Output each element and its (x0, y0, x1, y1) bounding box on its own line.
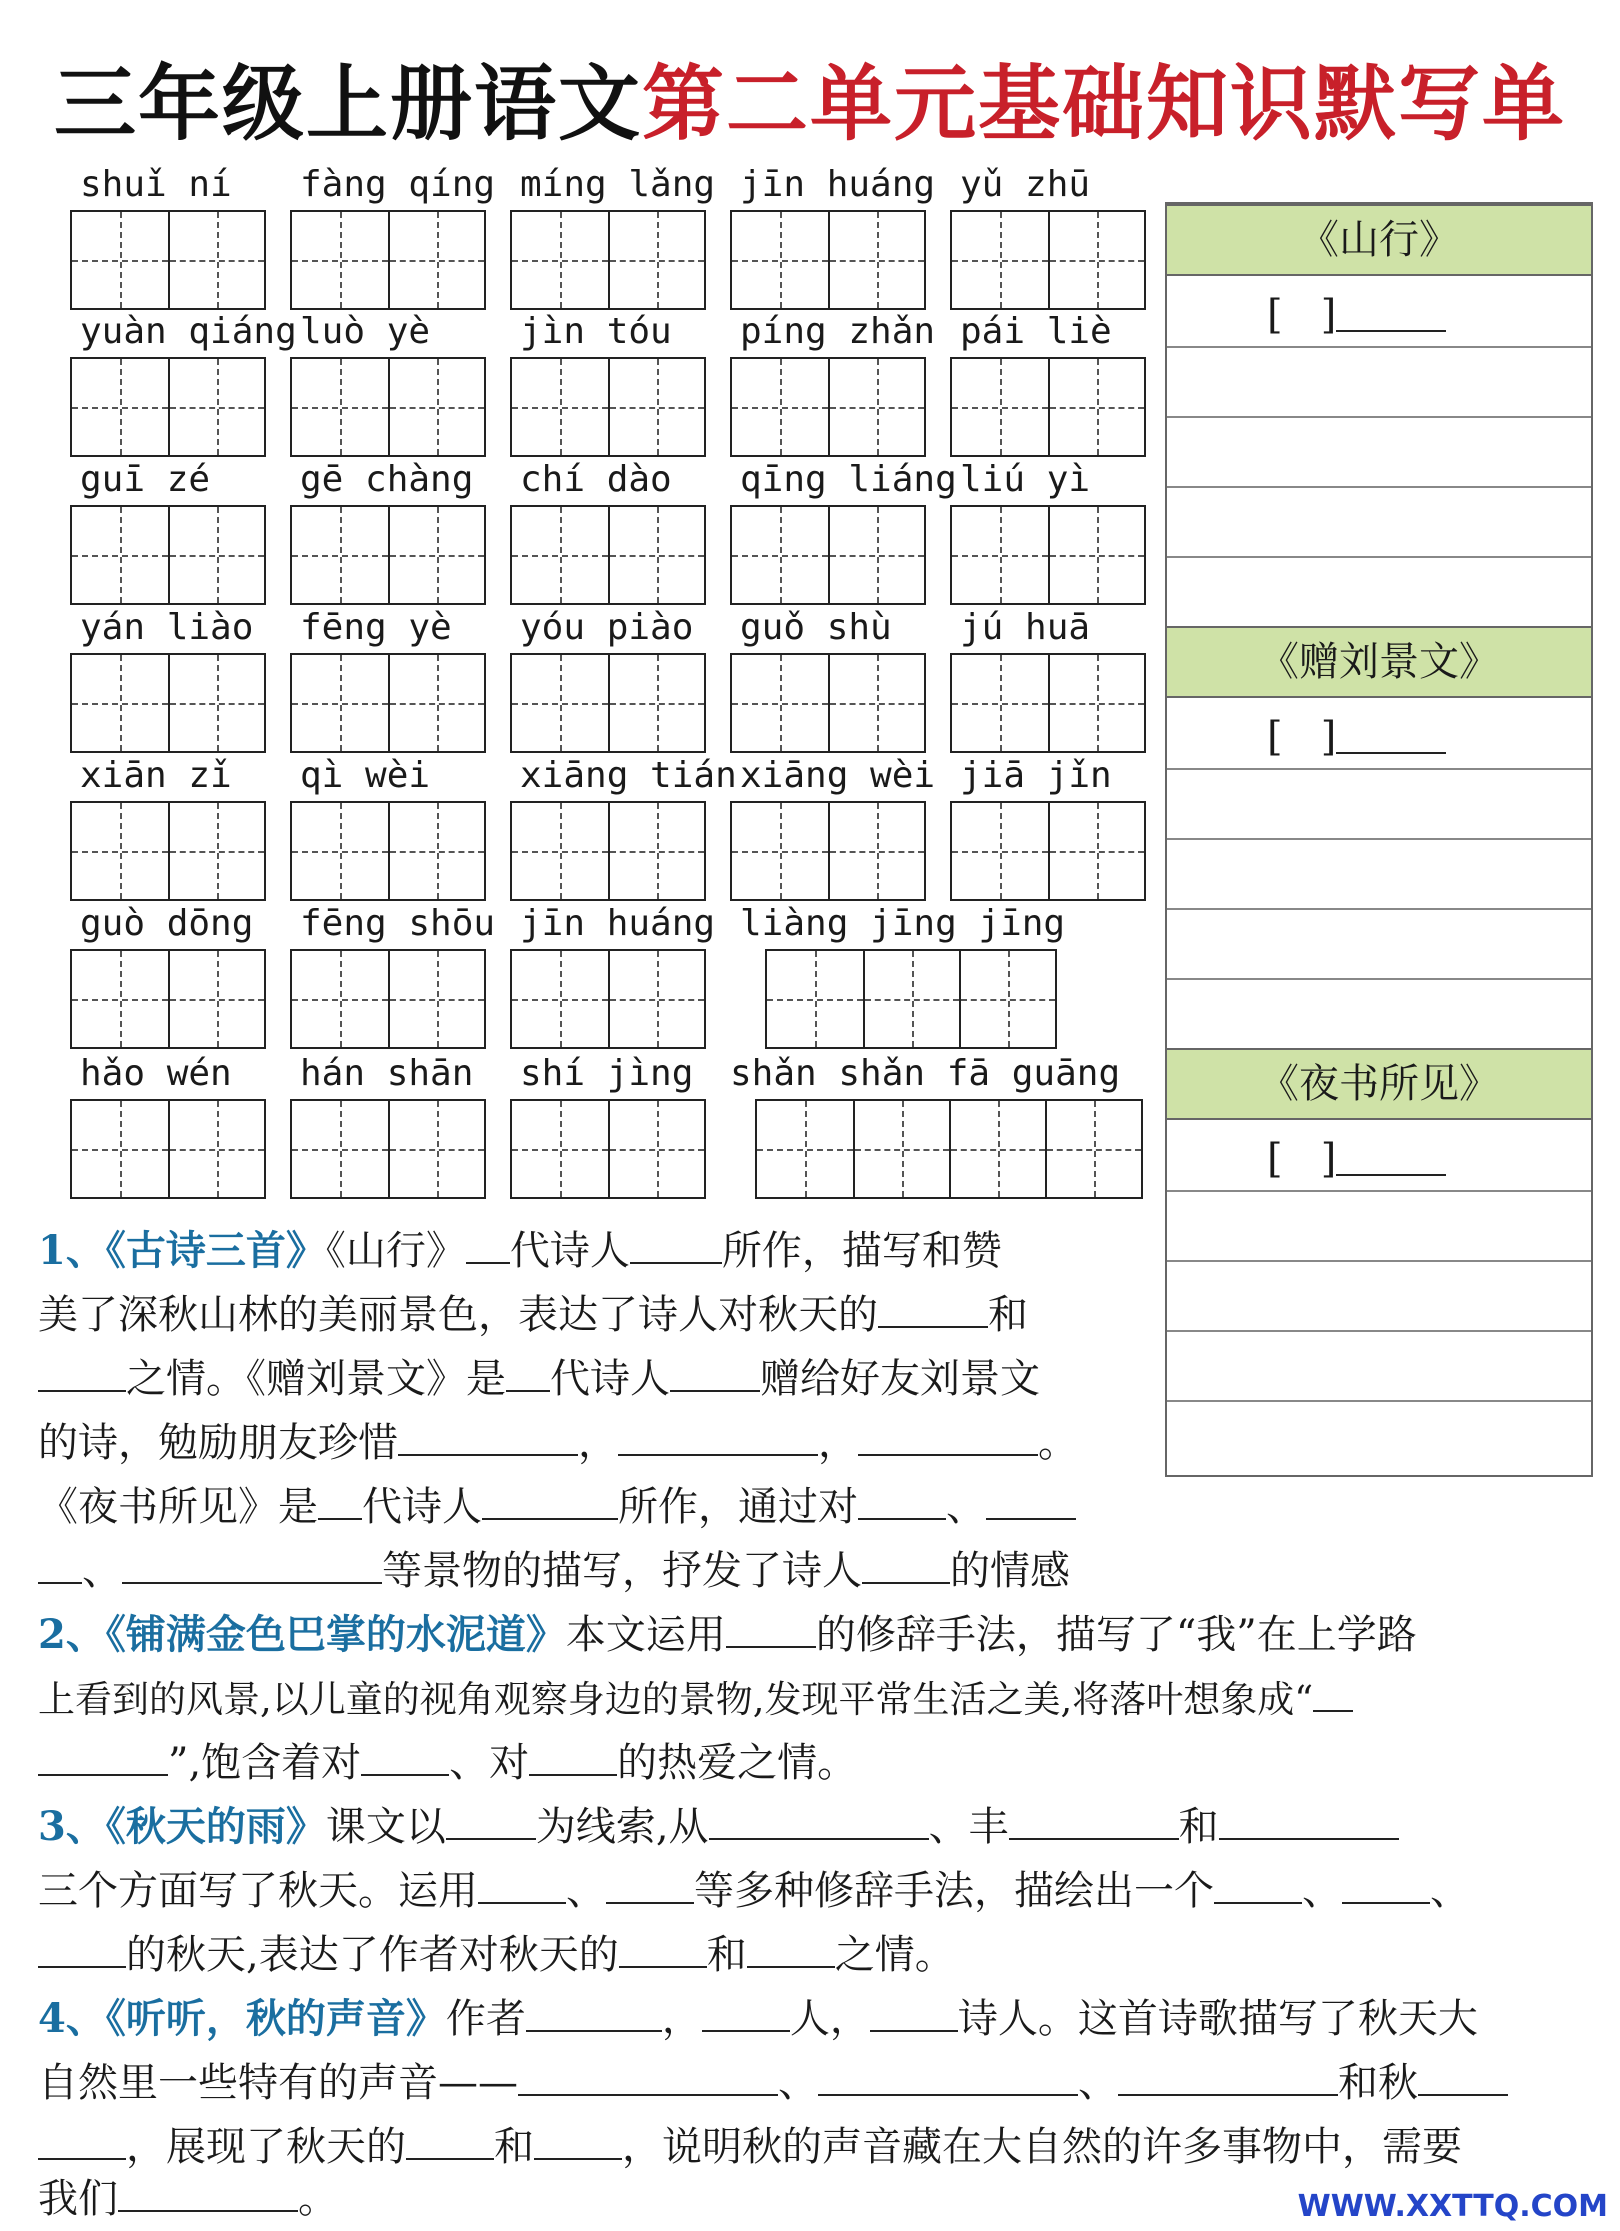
blank[interactable] (38, 1730, 168, 1776)
q2-line-3 (38, 1730, 857, 1795)
write-line (1167, 908, 1591, 910)
pinyin-label: jīn huáng (740, 164, 936, 205)
tianzige-cell[interactable] (512, 655, 608, 751)
tianzige-box[interactable] (730, 801, 926, 901)
q3-line-2 (38, 1858, 1470, 1923)
tianzige-cell[interactable] (292, 212, 388, 308)
text: 我们 (38, 2176, 118, 2222)
text: ，展现了秋天的 (126, 2124, 406, 2170)
blank[interactable] (1313, 1666, 1353, 1712)
pinyin-label: guī zé (80, 459, 211, 500)
tianzige-cell[interactable] (512, 951, 608, 1047)
write-line (1167, 486, 1591, 488)
q1-line-2 (38, 1282, 1028, 1347)
tianzige-cell[interactable] (168, 803, 264, 899)
write-line (1167, 416, 1591, 418)
text: 等多种修辞手法，描绘出一个 (694, 1868, 1214, 1914)
text: 。 (1038, 1420, 1078, 1466)
pinyin-label: jú huā (960, 607, 1091, 648)
text: ， (818, 1420, 858, 1466)
q4-line-1 (38, 1986, 1478, 2051)
poem-title-yeshusuojian: 《夜书所见》 (1167, 1048, 1591, 1120)
tianzige-cell[interactable] (512, 1101, 608, 1197)
text: 作者 (445, 1996, 526, 2042)
tianzige-cell[interactable] (388, 655, 484, 751)
bracket-1: [ ] (1267, 292, 1337, 338)
text: 所作，通过对 (618, 1484, 858, 1530)
blank[interactable] (466, 1218, 510, 1264)
q4-heading: 4、《听听，秋的声音》 (38, 1995, 446, 2042)
q2-line-2 (38, 1666, 1353, 1732)
text: 的修辞手法，描写了“我”在上学路 (815, 1612, 1417, 1658)
blank[interactable] (506, 1346, 550, 1392)
tianzige-cell[interactable] (168, 212, 264, 308)
tianzige-cell[interactable] (1045, 1101, 1141, 1197)
tianzige-cell[interactable] (732, 507, 828, 603)
title-part-1: 三年级上册语文 (53, 57, 642, 152)
blank[interactable] (618, 1410, 818, 1456)
text: 、 (1302, 1868, 1342, 1914)
q1-line-1 (38, 1218, 1002, 1283)
pinyin-label: shǎn shǎn fā guāng (730, 1053, 1121, 1094)
tianzige-box[interactable] (510, 357, 706, 457)
tianzige-cell[interactable] (292, 359, 388, 455)
write-line (1167, 1260, 1591, 1262)
tianzige-box[interactable] (730, 357, 926, 457)
text: 上看到的风景,以儿童的视角观察身边的景物,发现平常生活之美,将落叶想象成“ (38, 1678, 1314, 1721)
text: 《夜书所见》是 (38, 1484, 318, 1530)
poem-title-shanxing: 《山行》 (1167, 204, 1591, 276)
tianzige-cell[interactable] (952, 507, 1048, 603)
tianzige-cell[interactable] (608, 655, 704, 751)
tianzige-box[interactable] (290, 801, 486, 901)
blank[interactable] (878, 1282, 988, 1328)
tianzige-cell[interactable] (757, 1101, 853, 1197)
blank[interactable] (446, 1794, 536, 1840)
write-line (1167, 1330, 1591, 1332)
text: 和 (706, 1932, 747, 1978)
tianzige-cell[interactable] (608, 507, 704, 603)
tianzige-box[interactable] (510, 653, 706, 753)
tianzige-cell[interactable] (1048, 359, 1144, 455)
tianzige-cell[interactable] (608, 1101, 704, 1197)
blank[interactable] (38, 2114, 126, 2160)
tianzige-box[interactable] (755, 1099, 1143, 1199)
tianzige-cell[interactable] (168, 951, 264, 1047)
blank[interactable] (38, 1346, 126, 1392)
pinyin-label: qì wèi (300, 755, 431, 796)
tianzige-cell[interactable] (388, 1101, 484, 1197)
pinyin-label: jìn tóu (520, 311, 672, 352)
write-line (1167, 1190, 1591, 1192)
pinyin-label: fàng qíng (300, 164, 496, 205)
pinyin-label: luò yè (300, 311, 431, 352)
blank[interactable] (122, 1538, 382, 1584)
tianzige-cell[interactable] (952, 803, 1048, 899)
tianzige-cell[interactable] (959, 951, 1055, 1047)
text: ， (578, 1420, 618, 1466)
text: 本文运用 (565, 1612, 726, 1658)
text: 的诗，勉励朋友珍惜 (38, 1420, 398, 1466)
pinyin-label: gē chàng (300, 459, 474, 500)
pinyin-label: fēng yè (300, 607, 452, 648)
text: 和 (494, 2124, 534, 2170)
tianzige-cell[interactable] (72, 359, 168, 455)
tianzige-box[interactable] (70, 801, 266, 901)
tianzige-cell[interactable] (388, 212, 484, 308)
tianzige-cell[interactable] (388, 803, 484, 899)
tianzige-cell[interactable] (863, 951, 959, 1047)
tianzige-cell[interactable] (168, 507, 264, 603)
tianzige-box[interactable] (510, 505, 706, 605)
text: ， (661, 1996, 702, 2042)
tianzige-box[interactable] (950, 653, 1146, 753)
tianzige-cell[interactable] (72, 655, 168, 751)
text: 和 (988, 1292, 1028, 1338)
blank[interactable] (406, 2114, 494, 2160)
text: 等景物的描写，抒发了诗人 (382, 1548, 862, 1594)
bracket-3: [ ] (1267, 1136, 1337, 1182)
tianzige-box[interactable] (510, 949, 706, 1049)
tianzige-cell[interactable] (512, 359, 608, 455)
tianzige-box[interactable] (765, 949, 1057, 1049)
tianzige-box[interactable] (290, 210, 486, 310)
blank[interactable] (1009, 1794, 1179, 1840)
tianzige-box[interactable] (950, 357, 1146, 457)
text: 之情。《赠刘景文》是 (126, 1356, 506, 1402)
pinyin-label: guǒ shù (740, 607, 892, 648)
author-blank-2[interactable] (1267, 712, 1446, 762)
text: 、 (1430, 1868, 1470, 1914)
tianzige-cell[interactable] (1048, 507, 1144, 603)
text: 《山行》 (325, 1228, 466, 1274)
tianzige-box[interactable] (510, 1099, 706, 1199)
blank[interactable] (38, 1538, 82, 1584)
tianzige-box[interactable] (70, 653, 266, 753)
pinyin-label: xiān zǐ (80, 755, 232, 796)
tianzige-box[interactable] (70, 357, 266, 457)
blank[interactable] (526, 1986, 662, 2032)
write-line (1167, 838, 1591, 840)
blank[interactable] (726, 1602, 816, 1648)
tianzige-cell[interactable] (72, 507, 168, 603)
pinyin-label: pái liè (960, 311, 1112, 352)
tianzige-cell[interactable] (608, 359, 704, 455)
blank[interactable] (986, 1474, 1076, 1520)
pinyin-label: shí jìng (520, 1053, 694, 1094)
q1-line-3 (38, 1346, 1040, 1411)
tianzige-cell[interactable] (388, 507, 484, 603)
tianzige-cell[interactable] (388, 359, 484, 455)
pinyin-label: hán shān (300, 1053, 474, 1094)
author-blank-1[interactable] (1267, 290, 1446, 340)
pinyin-label: píng zhǎn (740, 311, 936, 352)
tianzige-cell[interactable] (1048, 655, 1144, 751)
q3-line-1 (38, 1794, 1399, 1859)
title-part-2: 第二单元基础知识默写单 (642, 57, 1567, 152)
tianzige-cell[interactable] (732, 803, 828, 899)
pinyin-label: jīn huáng (520, 903, 716, 944)
pinyin-label: shuǐ ní (80, 164, 232, 205)
blank[interactable] (478, 1858, 566, 1904)
blank[interactable] (747, 1922, 835, 1968)
tianzige-cell[interactable] (853, 1101, 949, 1197)
pinyin-label: yóu piào (520, 607, 694, 648)
text: 赠给好友刘景文 (760, 1356, 1040, 1402)
pinyin-label: xiāng wèi (740, 755, 936, 796)
q2-heading: 2、《铺满金色巴掌的水泥道》 (38, 1611, 566, 1658)
author-line-2 (1336, 712, 1446, 754)
text: 、 (1078, 2060, 1118, 2106)
tianzige-box[interactable] (510, 801, 706, 901)
text: 、 (566, 1868, 606, 1914)
text: 人， (789, 1996, 870, 2042)
watermark: WWW.XXTTQ.COM (1297, 2189, 1608, 2224)
blank[interactable] (118, 2166, 298, 2212)
tianzige-box[interactable] (290, 1099, 486, 1199)
bracket-2: [ ] (1267, 714, 1337, 760)
q1-heading: 1、《古诗三首》 (38, 1227, 326, 1274)
blank[interactable] (482, 1474, 618, 1520)
tianzige-box[interactable] (290, 505, 486, 605)
text: 、 (778, 2060, 818, 2106)
text: 的情感 (950, 1548, 1070, 1594)
text: 课文以 (325, 1804, 446, 1850)
tianzige-cell[interactable] (292, 507, 388, 603)
blank[interactable] (702, 1986, 790, 2032)
blank[interactable] (534, 2114, 622, 2160)
tianzige-cell[interactable] (1048, 803, 1144, 899)
tianzige-cell[interactable] (767, 951, 863, 1047)
tianzige-cell[interactable] (292, 1101, 388, 1197)
tianzige-cell[interactable] (72, 951, 168, 1047)
tianzige-box[interactable] (290, 357, 486, 457)
tianzige-box[interactable] (730, 505, 926, 605)
tianzige-cell[interactable] (608, 212, 704, 308)
tianzige-box[interactable] (730, 210, 926, 310)
text: 的热爱之情。 (617, 1740, 858, 1786)
tianzige-cell[interactable] (388, 951, 484, 1047)
blank[interactable] (1342, 1858, 1430, 1904)
tianzige-cell[interactable] (168, 655, 264, 751)
blank[interactable] (630, 1218, 722, 1264)
tianzige-cell[interactable] (732, 359, 828, 455)
text: 和秋 (1338, 2060, 1418, 2106)
author-line-1 (1336, 290, 1446, 332)
pinyin-label: guò dōng (80, 903, 254, 944)
tianzige-cell[interactable] (72, 1101, 168, 1197)
tianzige-box[interactable] (70, 210, 266, 310)
blank[interactable] (870, 1986, 958, 2032)
tianzige-cell[interactable] (72, 212, 168, 308)
tianzige-cell[interactable] (949, 1101, 1045, 1197)
text: ，说明秋的声音藏在大自然的许多事物中，需要 (622, 2124, 1462, 2170)
q1-line-5 (38, 1474, 1076, 1539)
write-line (1167, 556, 1591, 558)
blank[interactable] (529, 1730, 617, 1776)
text: 的秋天,表达了作者对秋天的 (126, 1932, 619, 1978)
write-line (1167, 346, 1591, 348)
text: 所作，描写和赞 (721, 1228, 1002, 1274)
pinyin-label: jiā jǐn (960, 755, 1112, 796)
text: 美了深秋山林的美丽景色，表达了诗人对秋天的 (38, 1292, 878, 1338)
text: 代诗人 (550, 1356, 670, 1402)
blank[interactable] (858, 1474, 946, 1520)
pinyin-label: yǔ zhū (960, 164, 1091, 205)
pinyin-label: fēng shōu (300, 903, 496, 944)
q1-line-4 (38, 1410, 1078, 1475)
pinyin-label: liàng jīng jīng (740, 903, 1066, 944)
blank[interactable] (318, 1474, 362, 1520)
blank[interactable] (818, 2050, 1078, 2096)
text: 为线索,从 (535, 1804, 709, 1850)
q4-line-4 (38, 2166, 338, 2231)
tianzige-cell[interactable] (952, 655, 1048, 751)
text: 自然里一些特有的声音—— (38, 2060, 518, 2106)
text: 之情。 (834, 1932, 955, 1978)
blank[interactable] (1118, 2050, 1338, 2096)
text: 代诗人 (362, 1484, 482, 1530)
blank[interactable] (518, 2050, 778, 2096)
tianzige-cell[interactable] (732, 655, 828, 751)
tianzige-cell[interactable] (72, 803, 168, 899)
text: 三个方面写了秋天。运用 (38, 1868, 478, 1914)
blank[interactable] (709, 1794, 929, 1840)
tianzige-box[interactable] (510, 210, 706, 310)
text: ”,饱含着对 (168, 1740, 362, 1786)
tianzige-cell[interactable] (512, 507, 608, 603)
tianzige-cell[interactable] (512, 803, 608, 899)
blank[interactable] (858, 1410, 1038, 1456)
tianzige-box[interactable] (950, 505, 1146, 605)
tianzige-cell[interactable] (732, 212, 828, 308)
tianzige-cell[interactable] (828, 655, 924, 751)
tianzige-cell[interactable] (952, 359, 1048, 455)
pinyin-label: míng lǎng (520, 164, 716, 205)
text: 诗人。这首诗歌描写了秋天大 (957, 1996, 1478, 2042)
pinyin-label: xiāng tián (520, 755, 737, 796)
q3-heading: 3、《秋天的雨》 (38, 1803, 326, 1850)
q1-line-6 (38, 1538, 1070, 1603)
blank[interactable] (670, 1346, 760, 1392)
poem-writing-panel (1165, 202, 1593, 1477)
text: 、对 (449, 1740, 530, 1786)
text: 、 (946, 1484, 986, 1530)
author-line-3 (1336, 1134, 1446, 1176)
pinyin-label: qīng liáng (740, 459, 957, 500)
page-title (0, 55, 1620, 155)
text: 和 (1178, 1804, 1219, 1850)
text: 。 (298, 2176, 338, 2222)
q2-line-1 (38, 1602, 1417, 1667)
tianzige-cell[interactable] (608, 803, 704, 899)
q3-line-3 (38, 1922, 955, 1987)
blank[interactable] (361, 1730, 449, 1776)
tianzige-cell[interactable] (952, 212, 1048, 308)
q4-line-2 (38, 2050, 1508, 2115)
pinyin-label: liú yì (960, 459, 1091, 500)
pinyin-label: yán liào (80, 607, 254, 648)
tianzige-box[interactable] (290, 949, 486, 1049)
tianzige-cell[interactable] (608, 951, 704, 1047)
blank[interactable] (1418, 2050, 1508, 2096)
tianzige-box[interactable] (70, 949, 266, 1049)
tianzige-cell[interactable] (292, 655, 388, 751)
blank[interactable] (619, 1922, 707, 1968)
blank[interactable] (1219, 1794, 1399, 1840)
blank[interactable] (38, 1922, 126, 1968)
blank[interactable] (1214, 1858, 1302, 1904)
write-line (1167, 978, 1591, 980)
tianzige-cell[interactable] (292, 803, 388, 899)
tianzige-cell[interactable] (168, 1101, 264, 1197)
tianzige-cell[interactable] (512, 212, 608, 308)
write-line (1167, 1400, 1591, 1402)
tianzige-cell[interactable] (292, 951, 388, 1047)
tianzige-box[interactable] (70, 1099, 266, 1199)
blank[interactable] (862, 1538, 950, 1584)
tianzige-box[interactable] (950, 801, 1146, 901)
tianzige-cell[interactable] (828, 359, 924, 455)
pinyin-label: chí dào (520, 459, 672, 500)
tianzige-box[interactable] (290, 653, 486, 753)
pinyin-label: yuàn qiáng (80, 311, 297, 352)
tianzige-cell[interactable] (168, 359, 264, 455)
poem-title-zengliujingwen: 《赠刘景文》 (1167, 626, 1591, 698)
text: 代诗人 (509, 1228, 630, 1274)
text: 、 (82, 1548, 122, 1594)
pinyin-label: hǎo wén (80, 1053, 232, 1094)
tianzige-cell[interactable] (828, 212, 924, 308)
tianzige-box[interactable] (70, 505, 266, 605)
blank[interactable] (606, 1858, 694, 1904)
write-line (1167, 768, 1591, 770)
tianzige-box[interactable] (730, 653, 926, 753)
blank[interactable] (398, 1410, 578, 1456)
tianzige-cell[interactable] (828, 803, 924, 899)
author-blank-3[interactable] (1267, 1134, 1446, 1184)
tianzige-cell[interactable] (828, 507, 924, 603)
tianzige-box[interactable] (950, 210, 1146, 310)
tianzige-cell[interactable] (1048, 212, 1144, 308)
text: 、丰 (928, 1804, 1009, 1850)
